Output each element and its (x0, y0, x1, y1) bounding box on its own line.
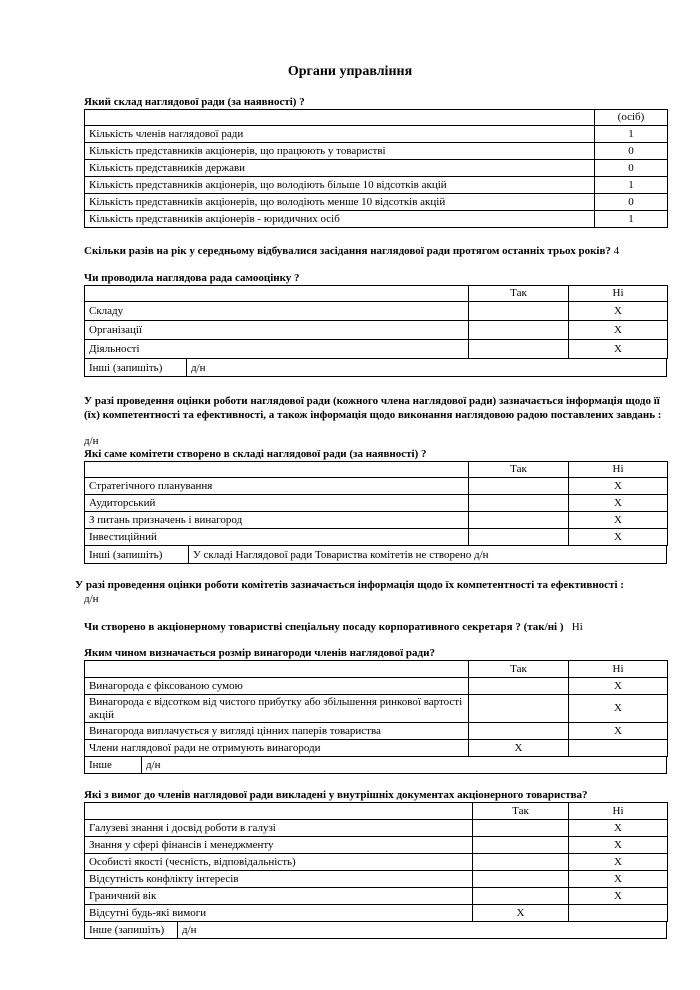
board-composition-table (84, 109, 668, 228)
meetings-question: Скільки разів на рік у середньому відбувалися засідання наглядової ради протягом останніх трьох років? 4 (84, 245, 620, 257)
table-header-row: Так Ні (85, 803, 668, 820)
table-header-row: Так Ні (85, 661, 668, 678)
evaluation-info-question: У разі проведення оцінки роботи наглядової ради (кожного члена наглядової ради) зазначається інформація щодо її (їх) компетентності та ефективності, а також інформація щодо виконання наглядовою радою поставлених завдань : (84, 395, 662, 421)
other-label: Інші (запишіть) (85, 546, 189, 563)
table-row: Кількість представників держави 0 (85, 160, 668, 177)
secretary-question: Чи створено в акціонерному товаристві спеціальну посаду корпоративного секретаря ? (так/ні ) Ні (84, 621, 583, 633)
committee-eval-answer: д/н (84, 593, 99, 605)
table-row: Складу X (85, 302, 668, 321)
remuneration-question: Яким чином визначається розмір винагороди членів наглядової ради? (84, 647, 435, 659)
table-row: Аудиторський X (85, 495, 668, 512)
table-header-row: Так Ні (85, 462, 668, 478)
other-value: д/н (191, 361, 206, 374)
table-row: Особисті якості (чесність, відповідальність) X (85, 854, 668, 871)
table-row: Організації X (85, 321, 668, 340)
other-value: д/н (182, 923, 197, 936)
unit-header: (осіб) (595, 110, 668, 126)
table-row: Стратегічного планування X (85, 478, 668, 495)
evaluation-info-answer: д/н (84, 435, 99, 447)
self-assessment-other-row (84, 359, 667, 377)
committees-table (84, 461, 668, 546)
other-label: Інше (запишіть) (85, 921, 178, 938)
table-row: Члени наглядової ради не отримують винагороди X (85, 740, 668, 757)
table-row: Кількість представників акціонерів - юридичних осіб 1 (85, 211, 668, 228)
table-header-row (85, 110, 668, 126)
committee-eval-question: У разі проведення оцінки роботи комітетів зазначається інформація щодо їх компетентності та ефективності : (75, 579, 624, 591)
meetings-answer: 4 (613, 245, 620, 257)
requirements-other-row (84, 921, 667, 939)
other-label: Інші (запишіть) (85, 359, 187, 376)
self-assessment-table (84, 285, 668, 359)
table-row: Кількість членів наглядової ради 1 (85, 126, 668, 143)
table-row: Відсутність конфлікту інтересів X (85, 871, 668, 888)
table-row: З питань призначень і винагород X (85, 512, 668, 529)
table-row: Діяльності X (85, 340, 668, 359)
page-title: Органи управління (287, 64, 413, 79)
table-row: Винагорода є фіксованою сумою X (85, 678, 668, 695)
remuneration-table (84, 660, 668, 757)
requirements-question: Які з вимог до членів наглядової ради викладені у внутрішніх документах акціонерного товариства? (84, 789, 588, 801)
committees-question: Які саме комітети створено в складі наглядової ради (за наявності) ? (84, 448, 427, 460)
self-assessment-question: Чи проводила наглядова рада самооцінку ? (84, 272, 300, 284)
table-row: Винагорода є відсотком від чистого прибутку або збільшення ринкової вартості акцій X (85, 695, 668, 723)
other-value: д/н (146, 758, 161, 771)
table-row: Граничний вік X (85, 888, 668, 905)
remuneration-other-row (84, 756, 667, 774)
table-row: Галузеві знання і досвід роботи в галузі X (85, 820, 668, 837)
table-row: Відсутні будь-які вимоги X (85, 905, 668, 922)
table-row: Кількість представників акціонерів, що володіють більше 10 відсотків акцій 1 (85, 177, 668, 194)
table-row: Інвестиційний X (85, 529, 668, 546)
table-row: Кількість представників акціонерів, що володіють менше 10 відсотків акцій 0 (85, 194, 668, 211)
other-label: Інше (85, 756, 142, 773)
table-row: Кількість представників акціонерів, що працюють у товаристві 0 (85, 143, 668, 160)
board-composition-question: Який склад наглядової ради (за наявності) ? (84, 96, 305, 108)
other-value: У складі Наглядової ради Товариства комітетів не створено д/н (193, 548, 489, 561)
secretary-answer: Ні (571, 621, 583, 633)
table-header-row: Так Ні (85, 286, 668, 302)
table-row: Винагорода виплачується у вигляді цінних паперів товариства X (85, 723, 668, 740)
table-row: Знання у сфері фінансів і менеджменту X (85, 837, 668, 854)
committees-other-row (84, 546, 667, 564)
requirements-table (84, 802, 668, 922)
